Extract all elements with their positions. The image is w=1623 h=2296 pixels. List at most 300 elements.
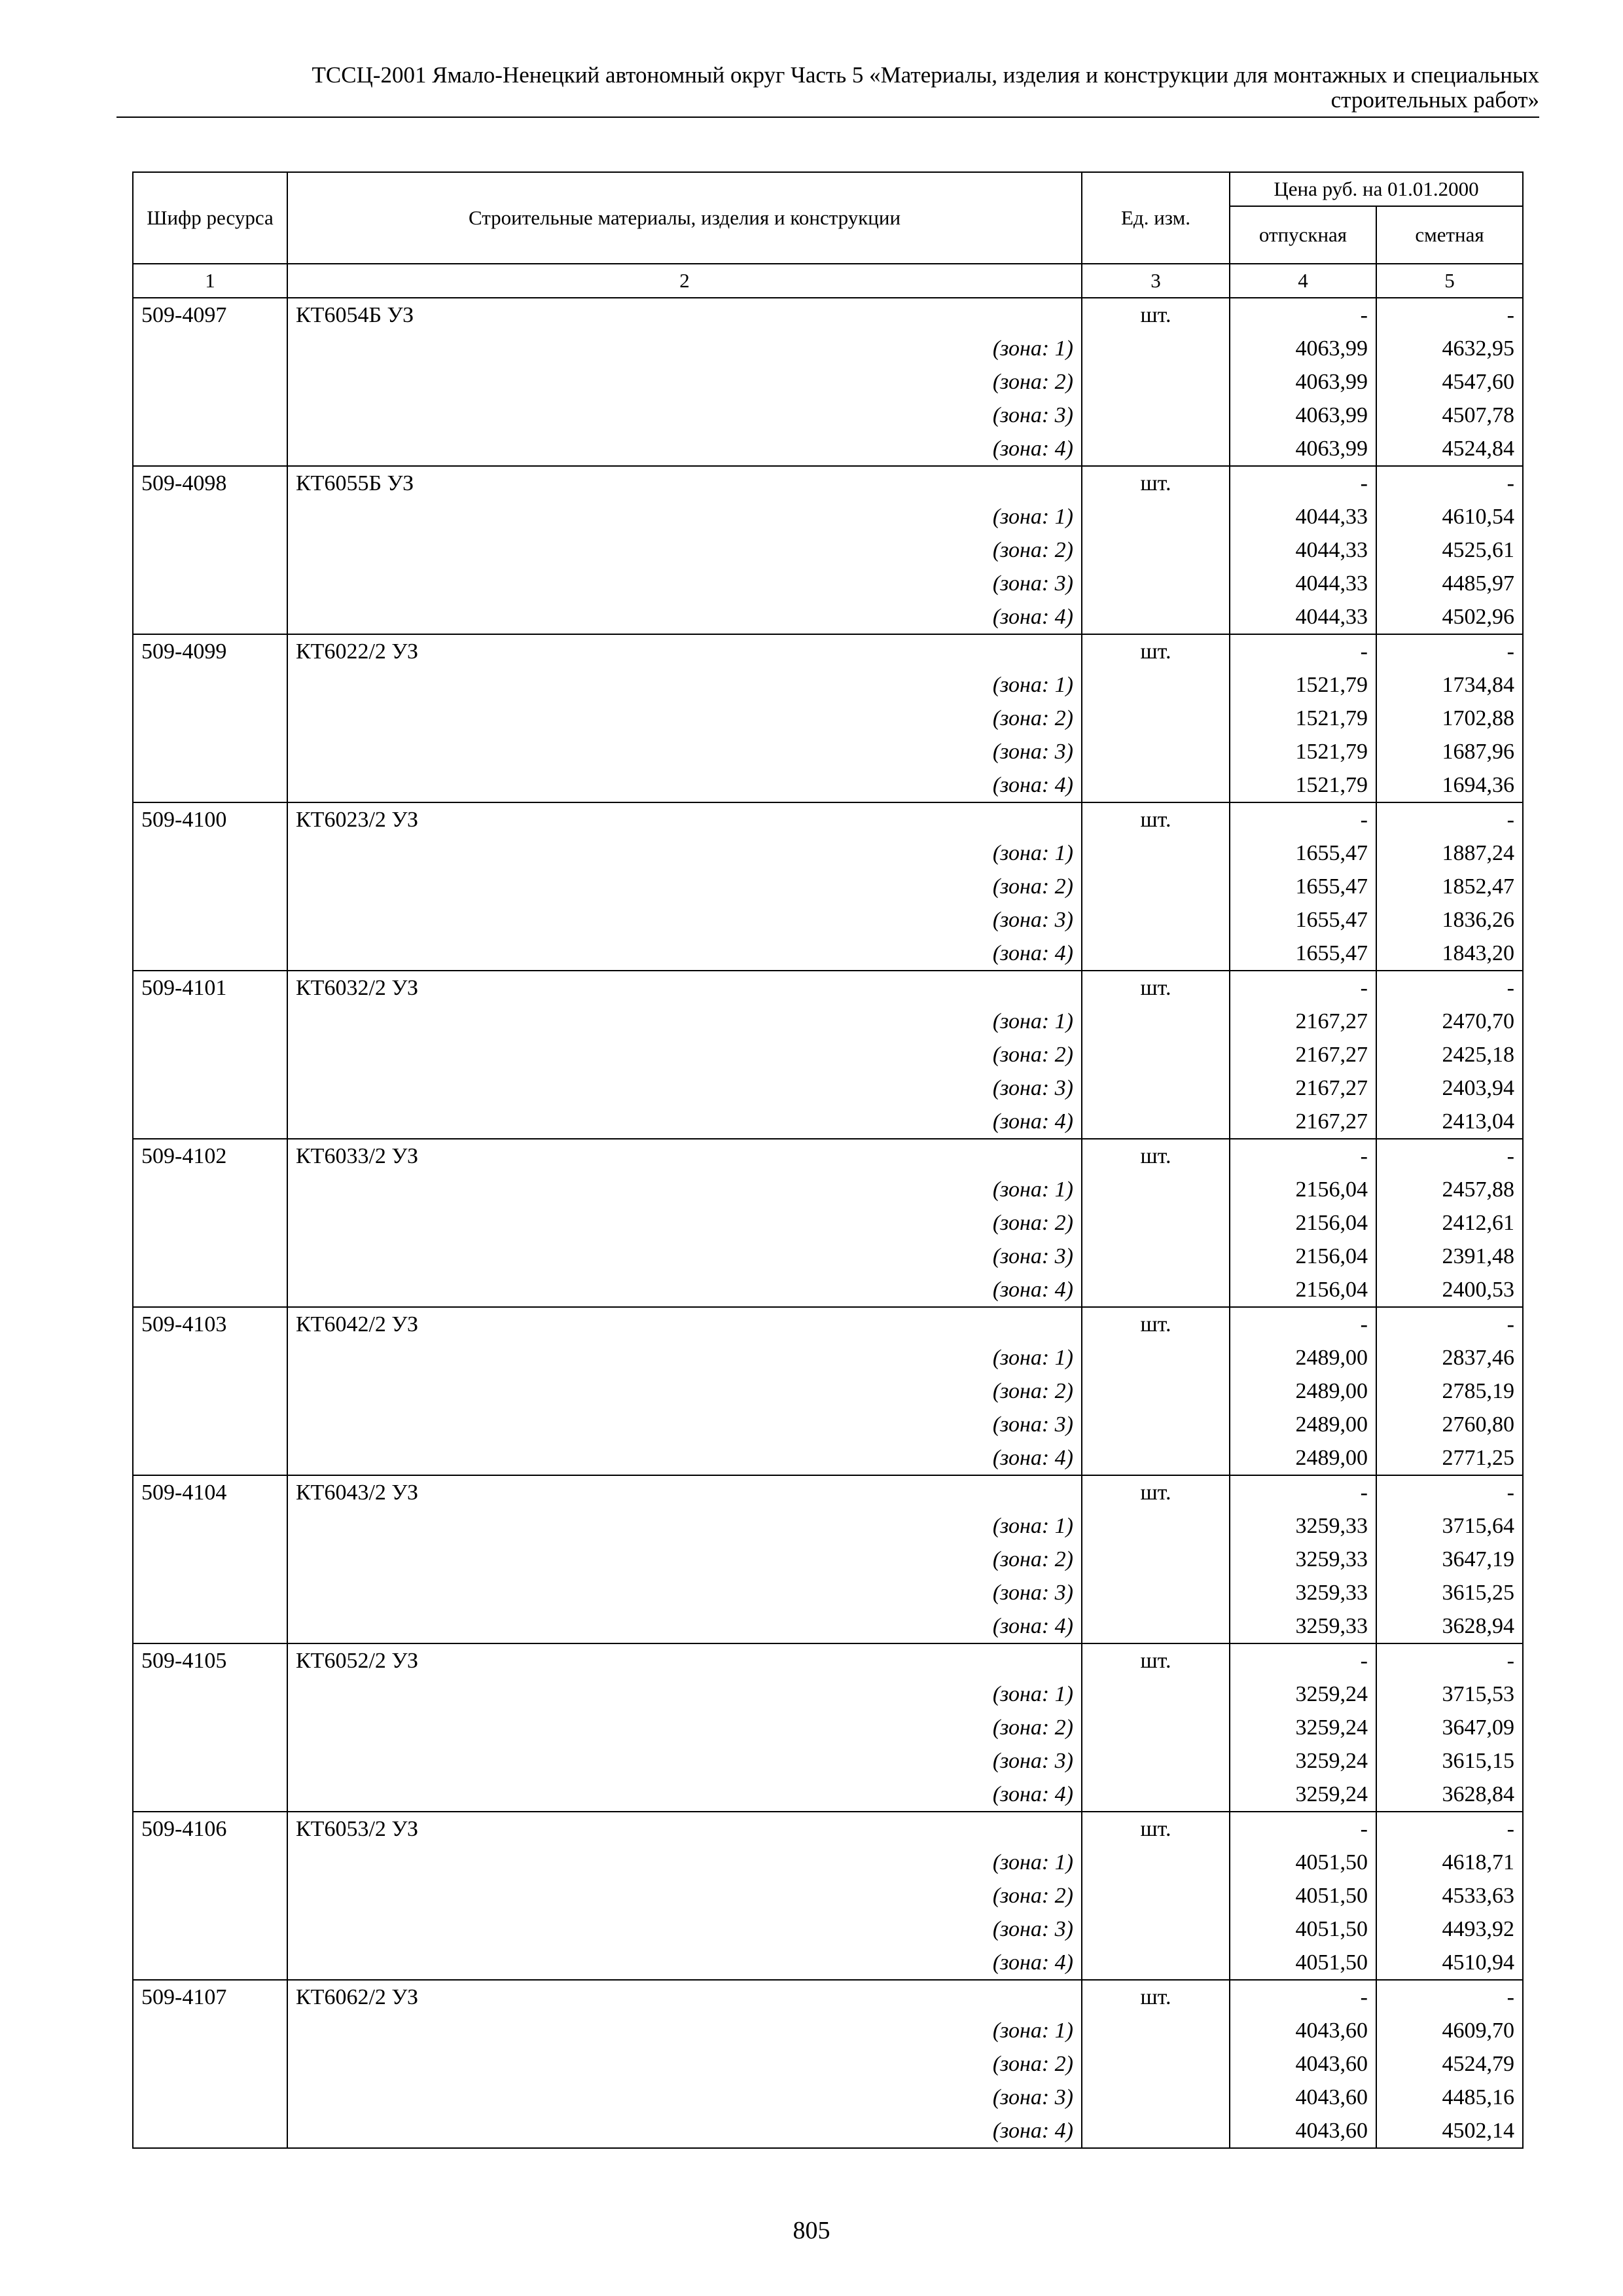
resource-name: КТ6033/2 УЗ [287, 1139, 1082, 1173]
zone-label: (зона: 2) [287, 702, 1082, 735]
resource-code: 509-4097 [133, 298, 287, 332]
zone-label: (зона: 2) [287, 2047, 1082, 2081]
release-price: - [1230, 971, 1376, 1005]
resource-code: 509-4106 [133, 1812, 287, 1846]
zone-label: (зона: 3) [287, 2081, 1082, 2114]
empty-cell [133, 533, 287, 567]
column-header-name: Строительные материалы, изделия и конструкции [287, 172, 1082, 264]
empty-cell [1082, 1273, 1230, 1307]
zone-label: (зона: 3) [287, 735, 1082, 768]
empty-cell [133, 870, 287, 903]
release-price: 3259,24 [1230, 1711, 1376, 1744]
resource-name: КТ6032/2 УЗ [287, 971, 1082, 1005]
empty-cell [133, 836, 287, 870]
empty-cell [1082, 1509, 1230, 1543]
zone-row [133, 399, 1523, 432]
estimate-price: 4524,84 [1376, 432, 1523, 466]
zone-row [133, 1341, 1523, 1374]
empty-cell [1082, 2047, 1230, 2081]
release-price: 3259,24 [1230, 1778, 1376, 1812]
release-price: 1521,79 [1230, 668, 1376, 702]
column-number: 5 [1376, 264, 1523, 298]
empty-cell [133, 1273, 287, 1307]
empty-cell [1082, 768, 1230, 802]
release-price: 4063,99 [1230, 332, 1376, 365]
release-price: 4051,50 [1230, 1912, 1376, 1946]
zone-row [133, 937, 1523, 971]
unit-cell: шт. [1082, 1643, 1230, 1677]
zone-row [133, 2081, 1523, 2114]
estimate-price: 4485,97 [1376, 567, 1523, 600]
empty-cell [133, 1778, 287, 1812]
table-row [133, 1139, 1523, 1173]
unit-cell: шт. [1082, 634, 1230, 668]
empty-cell [1082, 1543, 1230, 1576]
empty-cell [1082, 870, 1230, 903]
column-number-row [133, 264, 1523, 298]
estimate-price: 3647,19 [1376, 1543, 1523, 1576]
zone-row [133, 2014, 1523, 2047]
empty-cell [1082, 1912, 1230, 1946]
empty-cell [1082, 1576, 1230, 1609]
empty-cell [1082, 432, 1230, 466]
estimate-price: 4547,60 [1376, 365, 1523, 399]
empty-cell [133, 1408, 287, 1441]
estimate-price: 3647,09 [1376, 1711, 1523, 1744]
empty-cell [133, 1374, 287, 1408]
empty-cell [133, 567, 287, 600]
table-header [133, 172, 1523, 298]
zone-label: (зона: 4) [287, 1273, 1082, 1307]
estimate-price: 2391,48 [1376, 1240, 1523, 1273]
release-price: 2156,04 [1230, 1273, 1376, 1307]
zone-row [133, 1374, 1523, 1408]
empty-cell [133, 500, 287, 533]
empty-cell [133, 432, 287, 466]
header-line-1: ТССЦ-2001 Ямало-Ненецкий автономный округ Часть 5 «Материалы, изделия и конструкции для монтажных и специальных [312, 62, 1539, 88]
empty-cell [1082, 668, 1230, 702]
empty-cell [133, 735, 287, 768]
zone-row [133, 1744, 1523, 1778]
zone-label: (зона: 2) [287, 1038, 1082, 1071]
release-price: - [1230, 298, 1376, 332]
zone-row [133, 1912, 1523, 1946]
estimate-price: 3628,84 [1376, 1778, 1523, 1812]
empty-cell [133, 1206, 287, 1240]
estimate-price: - [1376, 802, 1523, 836]
estimate-price: 4618,71 [1376, 1846, 1523, 1879]
estimate-price: 2400,53 [1376, 1273, 1523, 1307]
zone-row [133, 836, 1523, 870]
release-price: 3259,33 [1230, 1509, 1376, 1543]
zone-row [133, 1273, 1523, 1307]
empty-cell [133, 1677, 287, 1711]
empty-cell [1082, 1846, 1230, 1879]
estimate-price: 2470,70 [1376, 1005, 1523, 1038]
empty-cell [1082, 903, 1230, 937]
zone-row [133, 567, 1523, 600]
zone-row [133, 1677, 1523, 1711]
empty-cell [133, 399, 287, 432]
release-price: - [1230, 1980, 1376, 2014]
empty-cell [1082, 1711, 1230, 1744]
empty-cell [1082, 1744, 1230, 1778]
release-price: 3259,33 [1230, 1609, 1376, 1643]
estimate-price: 3615,25 [1376, 1576, 1523, 1609]
estimate-price: 1702,88 [1376, 702, 1523, 735]
release-price: 4051,50 [1230, 1846, 1376, 1879]
empty-cell [133, 1946, 287, 1980]
estimate-price: 4507,78 [1376, 399, 1523, 432]
estimate-price: 3628,94 [1376, 1609, 1523, 1643]
estimate-price: 3715,64 [1376, 1509, 1523, 1543]
unit-cell: шт. [1082, 971, 1230, 1005]
release-price: 2167,27 [1230, 1005, 1376, 1038]
unit-cell: шт. [1082, 298, 1230, 332]
zone-label: (зона: 4) [287, 600, 1082, 634]
empty-cell [1082, 365, 1230, 399]
resource-code: 509-4103 [133, 1307, 287, 1341]
zone-label: (зона: 1) [287, 668, 1082, 702]
estimate-price: 4525,61 [1376, 533, 1523, 567]
zone-label: (зона: 1) [287, 1341, 1082, 1374]
release-price: 1655,47 [1230, 937, 1376, 971]
release-price: 1655,47 [1230, 870, 1376, 903]
estimate-price: 1734,84 [1376, 668, 1523, 702]
zone-row [133, 1879, 1523, 1912]
zone-row [133, 1509, 1523, 1543]
empty-cell [133, 1846, 287, 1879]
empty-cell [133, 1071, 287, 1105]
zone-label: (зона: 1) [287, 1677, 1082, 1711]
empty-cell [133, 1173, 287, 1206]
empty-cell [133, 1543, 287, 1576]
estimate-price: - [1376, 971, 1523, 1005]
estimate-price: - [1376, 1475, 1523, 1509]
release-price: 1521,79 [1230, 735, 1376, 768]
estimate-price: 2425,18 [1376, 1038, 1523, 1071]
zone-label: (зона: 3) [287, 1744, 1082, 1778]
estimate-price: 1687,96 [1376, 735, 1523, 768]
estimate-price: 4632,95 [1376, 332, 1523, 365]
estimate-price: 1887,24 [1376, 836, 1523, 870]
zone-row [133, 2114, 1523, 2148]
column-number: 2 [287, 264, 1082, 298]
empty-cell [1082, 1240, 1230, 1273]
zone-row [133, 1711, 1523, 1744]
empty-cell [1082, 1071, 1230, 1105]
empty-cell [1082, 399, 1230, 432]
resource-code: 509-4100 [133, 802, 287, 836]
zone-row [133, 432, 1523, 466]
empty-cell [133, 1441, 287, 1475]
empty-cell [1082, 1105, 1230, 1139]
table-row [133, 466, 1523, 500]
zone-label: (зона: 3) [287, 1912, 1082, 1946]
empty-cell [133, 2047, 287, 2081]
estimate-price: 4610,54 [1376, 500, 1523, 533]
zone-row [133, 332, 1523, 365]
release-price: 1521,79 [1230, 702, 1376, 735]
zone-label: (зона: 1) [287, 2014, 1082, 2047]
empty-cell [1082, 1374, 1230, 1408]
zone-label: (зона: 3) [287, 1576, 1082, 1609]
zone-row [133, 1206, 1523, 1240]
empty-cell [1082, 600, 1230, 634]
estimate-price: - [1376, 634, 1523, 668]
resource-name: КТ6053/2 УЗ [287, 1812, 1082, 1846]
zone-row [133, 1240, 1523, 1273]
zone-label: (зона: 4) [287, 1778, 1082, 1812]
estimate-price: - [1376, 1307, 1523, 1341]
release-price: 2489,00 [1230, 1374, 1376, 1408]
zone-label: (зона: 1) [287, 1005, 1082, 1038]
zone-label: (зона: 2) [287, 1711, 1082, 1744]
release-price: 2156,04 [1230, 1240, 1376, 1273]
empty-cell [1082, 1946, 1230, 1980]
resource-name: КТ6052/2 УЗ [287, 1643, 1082, 1677]
release-price: 2167,27 [1230, 1071, 1376, 1105]
empty-cell [1082, 567, 1230, 600]
estimate-price: 4524,79 [1376, 2047, 1523, 2081]
resource-name: КТ6022/2 УЗ [287, 634, 1082, 668]
resource-price-table [132, 171, 1524, 2149]
release-price: 3259,24 [1230, 1677, 1376, 1711]
zone-label: (зона: 4) [287, 1946, 1082, 1980]
estimate-price: 1694,36 [1376, 768, 1523, 802]
estimate-price: 2837,46 [1376, 1341, 1523, 1374]
zone-label: (зона: 3) [287, 1240, 1082, 1273]
page-header [116, 63, 1539, 118]
zone-row [133, 1005, 1523, 1038]
release-price: - [1230, 1139, 1376, 1173]
release-price: 4044,33 [1230, 533, 1376, 567]
empty-cell [1082, 702, 1230, 735]
release-price: 3259,33 [1230, 1576, 1376, 1609]
zone-label: (зона: 2) [287, 1206, 1082, 1240]
column-header-price: Цена руб. на 01.01.2000 [1230, 172, 1523, 206]
empty-cell [133, 332, 287, 365]
release-price: - [1230, 466, 1376, 500]
release-price: - [1230, 1475, 1376, 1509]
release-price: 1655,47 [1230, 836, 1376, 870]
zone-label: (зона: 1) [287, 1509, 1082, 1543]
empty-cell [133, 1879, 287, 1912]
empty-cell [1082, 1778, 1230, 1812]
empty-cell [133, 937, 287, 971]
estimate-price: 4485,16 [1376, 2081, 1523, 2114]
zone-row [133, 365, 1523, 399]
unit-cell: шт. [1082, 1139, 1230, 1173]
zone-row [133, 1576, 1523, 1609]
zone-row [133, 2047, 1523, 2081]
table-row [133, 298, 1523, 332]
zone-label: (зона: 3) [287, 903, 1082, 937]
resource-code: 509-4099 [133, 634, 287, 668]
estimate-price: 4533,63 [1376, 1879, 1523, 1912]
empty-cell [133, 1341, 287, 1374]
empty-cell [1082, 2014, 1230, 2047]
column-number: 4 [1230, 264, 1376, 298]
empty-cell [133, 668, 287, 702]
release-price: 4063,99 [1230, 365, 1376, 399]
empty-cell [133, 702, 287, 735]
release-price: - [1230, 1643, 1376, 1677]
table-row [133, 802, 1523, 836]
resource-code: 509-4105 [133, 1643, 287, 1677]
zone-row [133, 1105, 1523, 1139]
unit-cell: шт. [1082, 1980, 1230, 2014]
zone-label: (зона: 1) [287, 1846, 1082, 1879]
table-row [133, 1475, 1523, 1509]
release-price: 2156,04 [1230, 1173, 1376, 1206]
empty-cell [1082, 1173, 1230, 1206]
estimate-price: 4502,14 [1376, 2114, 1523, 2148]
zone-row [133, 600, 1523, 634]
zone-row [133, 1609, 1523, 1643]
zone-row [133, 768, 1523, 802]
zone-label: (зона: 4) [287, 768, 1082, 802]
empty-cell [1082, 1005, 1230, 1038]
zone-label: (зона: 3) [287, 1071, 1082, 1105]
estimate-price: 2760,80 [1376, 1408, 1523, 1441]
empty-cell [1082, 1677, 1230, 1711]
zone-row [133, 903, 1523, 937]
empty-cell [133, 600, 287, 634]
estimate-price: 3715,53 [1376, 1677, 1523, 1711]
zone-label: (зона: 4) [287, 937, 1082, 971]
empty-cell [1082, 2114, 1230, 2148]
column-header-code: Шифр ресурса [133, 172, 287, 264]
release-price: 4063,99 [1230, 399, 1376, 432]
release-price: 3259,24 [1230, 1744, 1376, 1778]
empty-cell [1082, 2081, 1230, 2114]
zone-row [133, 533, 1523, 567]
zone-label: (зона: 3) [287, 399, 1082, 432]
header-line-2: строительных работ» [1330, 87, 1539, 113]
zone-row [133, 870, 1523, 903]
resource-code: 509-4104 [133, 1475, 287, 1509]
release-price: 2167,27 [1230, 1038, 1376, 1071]
empty-cell [133, 1005, 287, 1038]
unit-cell: шт. [1082, 1812, 1230, 1846]
estimate-price: 4502,96 [1376, 600, 1523, 634]
empty-cell [133, 903, 287, 937]
unit-cell: шт. [1082, 1307, 1230, 1341]
release-price: 4044,33 [1230, 500, 1376, 533]
release-price: 1521,79 [1230, 768, 1376, 802]
zone-row [133, 1946, 1523, 1980]
zone-row [133, 1778, 1523, 1812]
zone-row [133, 1071, 1523, 1105]
unit-cell: шт. [1082, 802, 1230, 836]
empty-cell [133, 1609, 287, 1643]
resource-name: КТ6043/2 УЗ [287, 1475, 1082, 1509]
empty-cell [1082, 332, 1230, 365]
zone-label: (зона: 4) [287, 432, 1082, 466]
empty-cell [133, 1240, 287, 1273]
empty-cell [133, 1576, 287, 1609]
estimate-price: 4609,70 [1376, 2014, 1523, 2047]
table-row [133, 1980, 1523, 2014]
zone-label: (зона: 1) [287, 332, 1082, 365]
estimate-price: 1852,47 [1376, 870, 1523, 903]
empty-cell [1082, 1879, 1230, 1912]
empty-cell [1082, 1609, 1230, 1643]
release-price: - [1230, 1307, 1376, 1341]
estimate-price: - [1376, 1643, 1523, 1677]
empty-cell [1082, 533, 1230, 567]
estimate-price: 2771,25 [1376, 1441, 1523, 1475]
release-price: 4051,50 [1230, 1879, 1376, 1912]
release-price: 4051,50 [1230, 1946, 1376, 1980]
release-price: 4043,60 [1230, 2047, 1376, 2081]
estimate-price: - [1376, 1139, 1523, 1173]
table-row [133, 1812, 1523, 1846]
zone-label: (зона: 4) [287, 1609, 1082, 1643]
table-body [133, 298, 1523, 2148]
estimate-price: 4493,92 [1376, 1912, 1523, 1946]
estimate-price: 1836,26 [1376, 903, 1523, 937]
release-price: - [1230, 1812, 1376, 1846]
resource-name: КТ6055Б УЗ [287, 466, 1082, 500]
zone-row [133, 1441, 1523, 1475]
table-row [133, 634, 1523, 668]
page-number: 805 [793, 2217, 830, 2244]
zone-label: (зона: 1) [287, 836, 1082, 870]
resource-code: 509-4102 [133, 1139, 287, 1173]
empty-cell [133, 2014, 287, 2047]
empty-cell [133, 1105, 287, 1139]
zone-row [133, 668, 1523, 702]
column-header-release: отпускная [1230, 206, 1376, 264]
zone-label: (зона: 2) [287, 1543, 1082, 1576]
empty-cell [133, 1038, 287, 1071]
table-row [133, 1307, 1523, 1341]
release-price: - [1230, 802, 1376, 836]
estimate-price: 2785,19 [1376, 1374, 1523, 1408]
estimate-price: 2413,04 [1376, 1105, 1523, 1139]
empty-cell [1082, 500, 1230, 533]
release-price: - [1230, 634, 1376, 668]
release-price: 4043,60 [1230, 2014, 1376, 2047]
zone-row [133, 1173, 1523, 1206]
unit-cell: шт. [1082, 1475, 1230, 1509]
release-price: 2489,00 [1230, 1408, 1376, 1441]
estimate-price: 4510,94 [1376, 1946, 1523, 1980]
estimate-price: 3615,15 [1376, 1744, 1523, 1778]
release-price: 4063,99 [1230, 432, 1376, 466]
empty-cell [1082, 1038, 1230, 1071]
zone-label: (зона: 2) [287, 870, 1082, 903]
zone-label: (зона: 2) [287, 365, 1082, 399]
zone-row [133, 1846, 1523, 1879]
empty-cell [1082, 1206, 1230, 1240]
table-row [133, 1643, 1523, 1677]
empty-cell [133, 2081, 287, 2114]
estimate-price: 2412,61 [1376, 1206, 1523, 1240]
empty-cell [133, 365, 287, 399]
zone-label: (зона: 1) [287, 500, 1082, 533]
empty-cell [1082, 836, 1230, 870]
zone-label: (зона: 2) [287, 1374, 1082, 1408]
estimate-price: - [1376, 1980, 1523, 2014]
empty-cell [133, 2114, 287, 2148]
estimate-price: 2403,94 [1376, 1071, 1523, 1105]
zone-label: (зона: 3) [287, 567, 1082, 600]
release-price: 2489,00 [1230, 1441, 1376, 1475]
release-price: 2489,00 [1230, 1341, 1376, 1374]
